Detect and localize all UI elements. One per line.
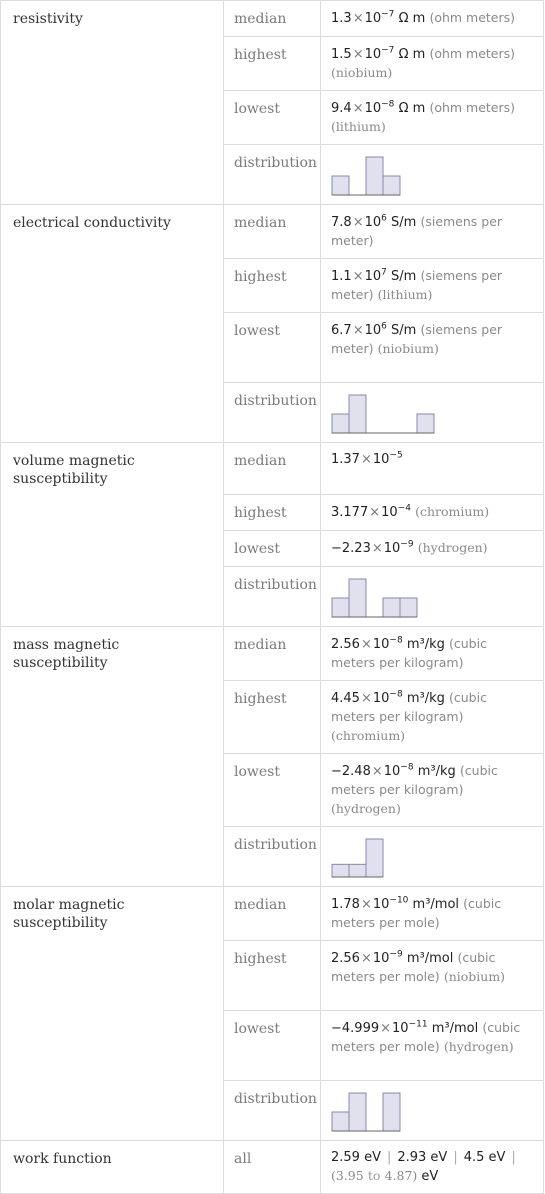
property-name: resistivity <box>1 1 224 205</box>
value-exponent: −9 <box>400 539 414 550</box>
value-exponent: −7 <box>381 9 395 20</box>
value-exponent: −8 <box>400 762 414 773</box>
histogram-bar <box>383 598 400 617</box>
range-to: to <box>367 1168 381 1183</box>
stat-label-distribution: distribution <box>224 1081 321 1141</box>
unit-description: (cubic meters per kilogram) <box>331 690 487 724</box>
value-cell-median <box>321 1 544 37</box>
value-unit: m³/kg <box>417 764 456 779</box>
histogram-bar <box>332 1112 349 1131</box>
value-cell-highest <box>321 941 544 1011</box>
unit-description: (cubic meters per kilogram) <box>331 763 498 797</box>
value-exponent: −8 <box>389 689 403 700</box>
times-sign: × <box>352 215 364 230</box>
value-number <box>331 323 387 338</box>
ten-base: 10 <box>364 101 382 116</box>
ten-base: 10 <box>383 764 401 779</box>
stat-label-distribution: distribution <box>224 145 321 205</box>
histogram-bar <box>366 839 383 877</box>
value-unit: m³/mol <box>406 951 454 966</box>
times-sign: × <box>380 1021 392 1036</box>
value-cell-median <box>321 627 544 681</box>
value-mantissa: 1.37 <box>331 452 360 467</box>
element-note: (hydrogen) <box>331 801 401 816</box>
stat-label-lowest: lowest <box>224 754 321 827</box>
distribution-cell <box>321 383 544 443</box>
table-row <box>1 627 544 681</box>
table-row <box>1 1 544 37</box>
histogram-bar <box>349 395 366 433</box>
table-row <box>1 443 544 495</box>
stat-label-distribution: distribution <box>224 567 321 627</box>
histogram-bar <box>332 176 349 195</box>
stat-label-highest: highest <box>224 259 321 313</box>
unit-description: (cubic meters per mole) <box>331 1020 521 1054</box>
histogram-bar <box>383 176 400 195</box>
ten-base: 10 <box>372 897 390 912</box>
unit-description: (siemens per meter) <box>331 268 503 302</box>
value-unit: m³/kg <box>406 637 445 652</box>
stat-label-lowest: lowest <box>224 91 321 145</box>
ten-base: 10 <box>372 691 390 706</box>
value-mantissa: 6.7 <box>331 323 352 338</box>
value-exponent: −8 <box>389 635 403 646</box>
ten-base: 10 <box>364 47 382 62</box>
value-unit: m³/kg <box>406 691 445 706</box>
value-number <box>331 951 403 966</box>
value-separator: | <box>453 1150 458 1165</box>
value-exponent: 7 <box>381 267 387 278</box>
value-cell-lowest <box>321 754 544 827</box>
element-note: (chromium) <box>415 504 490 519</box>
ten-base: 10 <box>392 1021 409 1036</box>
element-note: (lithium) <box>377 287 433 302</box>
times-sign: × <box>352 11 364 26</box>
times-sign: × <box>352 269 364 284</box>
histogram-bar <box>383 1093 400 1131</box>
value-exponent: −8 <box>381 99 395 110</box>
value-number <box>331 897 408 912</box>
value-separator: | <box>386 1150 392 1165</box>
histogram-bar <box>366 157 383 195</box>
value-mantissa: 2.56 <box>331 951 360 966</box>
stat-label-lowest: lowest <box>224 531 321 567</box>
element-note: (niobium) <box>443 969 506 984</box>
property-name: molar magnetic susceptibility <box>1 887 224 1141</box>
histogram-bar <box>332 864 349 877</box>
stat-label-median: median <box>224 627 321 681</box>
value-number <box>331 11 394 26</box>
times-sign: × <box>352 47 364 62</box>
ten-base: 10 <box>381 505 398 520</box>
ten-base: 10 <box>372 951 390 966</box>
range-open: (3.95 <box>331 1168 364 1183</box>
stat-label-median: median <box>224 1 321 37</box>
element-note: (hydrogen) <box>417 540 488 555</box>
value-cell-highest <box>321 495 544 531</box>
unit-description: (cubic meters per mole) <box>331 950 496 984</box>
value-mantissa: 9.4 <box>331 101 352 116</box>
histogram-bar <box>332 598 349 617</box>
value-mantissa: −2.48 <box>331 764 371 779</box>
value-mantissa: 1.5 <box>331 47 352 62</box>
stat-label-median: median <box>224 887 321 941</box>
value-mantissa: 1.1 <box>331 269 352 284</box>
work-function-value: 4.5 eV <box>463 1150 506 1165</box>
value-cell-lowest <box>321 91 544 145</box>
property-name: mass magnetic susceptibility <box>1 627 224 887</box>
value-cell-median <box>321 887 544 941</box>
stat-label-all: all <box>224 1141 321 1194</box>
property-name: volume magnetic susceptibility <box>1 443 224 627</box>
unit-description: (siemens per meter) <box>331 214 503 248</box>
times-sign: × <box>360 897 372 912</box>
value-unit: Ω m <box>398 47 426 62</box>
value-number <box>331 764 414 779</box>
value-cell-lowest <box>321 1011 544 1081</box>
unit-description: (ohm meters) <box>429 46 516 61</box>
value-number <box>331 101 394 116</box>
value-separator: | <box>511 1150 516 1165</box>
ten-base: 10 <box>364 269 382 284</box>
value-number <box>331 215 387 230</box>
value-unit: m³/mol <box>431 1021 479 1036</box>
distribution-cell <box>321 145 544 205</box>
value-number <box>331 541 414 556</box>
range-unit: eV <box>421 1169 439 1184</box>
histogram-bar <box>400 598 417 617</box>
ten-base: 10 <box>364 323 382 338</box>
value-unit: Ω m <box>398 101 426 116</box>
value-unit: S/m <box>391 215 417 230</box>
times-sign: × <box>360 951 372 966</box>
value-cell-highest <box>321 37 544 91</box>
property-name: electrical conductivity <box>1 205 224 443</box>
work-function-value: 2.59 eV <box>331 1150 381 1165</box>
unit-description: (cubic meters per kilogram) <box>331 636 487 670</box>
distribution-cell <box>321 827 544 887</box>
value-cell-median <box>321 443 544 495</box>
distribution-histogram <box>331 835 384 879</box>
value-cell-lowest <box>321 313 544 383</box>
stat-label-median: median <box>224 443 321 495</box>
times-sign: × <box>360 691 372 706</box>
distribution-histogram <box>331 575 418 619</box>
unit-description: (ohm meters) <box>429 10 516 25</box>
work-function-value: 2.93 eV <box>397 1150 448 1165</box>
table-row <box>1 887 544 941</box>
stat-label-median: median <box>224 205 321 259</box>
value-number <box>331 505 411 520</box>
value-unit: m³/mol <box>412 897 460 912</box>
element-note: (chromium) <box>331 728 406 743</box>
histogram-bar <box>349 1093 366 1131</box>
element-note: (niobium) <box>331 65 393 80</box>
value-cell-median <box>321 205 544 259</box>
value-number <box>331 47 394 62</box>
unit-description: (siemens per meter) <box>331 322 503 356</box>
stat-label-highest: highest <box>224 37 321 91</box>
value-mantissa: −4.999 <box>331 1021 380 1036</box>
work-function-values <box>321 1141 544 1194</box>
stat-label-highest: highest <box>224 495 321 531</box>
value-mantissa: 2.56 <box>331 637 360 652</box>
value-cell-lowest <box>321 531 544 567</box>
value-mantissa: 7.8 <box>331 215 352 230</box>
ten-base: 10 <box>364 215 382 230</box>
value-exponent: −7 <box>381 45 395 56</box>
histogram-bar <box>349 579 366 617</box>
value-cell-highest <box>321 681 544 754</box>
distribution-histogram <box>331 153 401 197</box>
value-exponent: 6 <box>381 213 387 224</box>
ten-base: 10 <box>383 541 401 556</box>
histogram-bar <box>332 414 349 433</box>
distribution-histogram <box>331 391 435 435</box>
value-number <box>331 1021 428 1036</box>
times-sign: × <box>352 323 364 338</box>
histogram-bar <box>349 864 366 877</box>
table-row <box>1 1141 544 1194</box>
distribution-histogram <box>331 1089 401 1133</box>
stat-label-lowest: lowest <box>224 1011 321 1081</box>
times-sign: × <box>371 541 383 556</box>
element-note: (niobium) <box>377 341 439 356</box>
table-row <box>1 205 544 259</box>
times-sign: × <box>369 505 381 520</box>
property-name: work function <box>1 1141 224 1194</box>
value-exponent: −5 <box>389 450 403 461</box>
value-mantissa: 1.78 <box>331 897 360 912</box>
element-note: (lithium) <box>331 119 386 134</box>
value-mantissa: 1.3 <box>331 11 352 26</box>
distribution-cell <box>321 1081 544 1141</box>
times-sign: × <box>371 764 383 779</box>
unit-description: (ohm meters) <box>429 100 516 115</box>
stat-label-distribution: distribution <box>224 827 321 887</box>
stat-label-highest: highest <box>224 681 321 754</box>
value-number <box>331 691 403 706</box>
value-number <box>331 452 403 467</box>
histogram-bar <box>417 414 434 433</box>
value-exponent: −10 <box>389 895 409 906</box>
stat-label-lowest: lowest <box>224 313 321 383</box>
value-exponent: −9 <box>389 949 403 960</box>
stat-label-distribution: distribution <box>224 383 321 443</box>
value-cell-highest <box>321 259 544 313</box>
element-note: (hydrogen) <box>443 1039 514 1054</box>
ten-base: 10 <box>372 452 390 467</box>
value-unit: Ω m <box>398 11 426 26</box>
value-number <box>331 637 403 652</box>
range-close: 4.87) <box>384 1168 418 1183</box>
value-mantissa: 4.45 <box>331 691 360 706</box>
value-exponent: 6 <box>381 321 387 332</box>
distribution-cell <box>321 567 544 627</box>
value-unit: S/m <box>391 323 417 338</box>
ten-base: 10 <box>372 637 390 652</box>
value-number <box>331 269 387 284</box>
times-sign: × <box>360 452 372 467</box>
times-sign: × <box>352 101 364 116</box>
value-exponent: −4 <box>397 503 411 514</box>
value-mantissa: 3.177 <box>331 505 369 520</box>
value-exponent: −11 <box>408 1019 428 1030</box>
stat-label-highest: highest <box>224 941 321 1011</box>
value-unit: S/m <box>391 269 417 284</box>
times-sign: × <box>360 637 372 652</box>
unit-description: (cubic meters per mole) <box>331 896 502 930</box>
value-mantissa: −2.23 <box>331 541 371 556</box>
properties-table-body <box>1 1 544 1194</box>
ten-base: 10 <box>364 11 382 26</box>
